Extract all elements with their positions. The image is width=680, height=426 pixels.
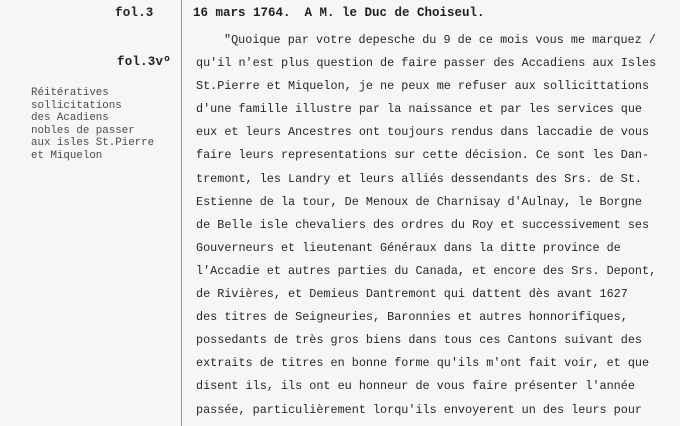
body-line: Estienne de la tour, De Menoux de Charnisay d'Aulnay, le Borgne <box>196 194 642 209</box>
margin-note-line: et Miquelon <box>31 149 103 162</box>
body-line: des titres de Seigneuries, Baronnies et autres honnorifiques, <box>196 310 628 325</box>
margin-note <box>31 87 171 163</box>
body-line: de Rivières, et Demieus Dantremont qui dattent dès avant 1627 <box>196 287 628 302</box>
body-line: Gouverneurs et lieutenant Généraux dans la ditte province de <box>196 240 621 255</box>
body-line: passée, particulièrement lorqu'ils envoyerent un des leurs pour <box>196 402 642 417</box>
body-line: de Belle isle chevaliers des ordres du Roy et successivement ses <box>196 217 650 232</box>
margin-note-line: des Acadiens <box>31 112 109 125</box>
letter-header <box>193 6 499 20</box>
body-line: disent ils, ils ont eu honneur de vous faire présenter l'année <box>196 379 635 394</box>
body-line: tremont, les Landry et leurs alliés dessendants des Srs. de St. <box>196 171 642 186</box>
letter-date: 16 mars 1764. <box>193 6 291 20</box>
folio-label: fol.3vº <box>117 55 171 69</box>
margin-note-line: Réitératives <box>31 87 109 99</box>
margin-note-line: sollicitations <box>31 99 122 112</box>
margin-note-line: aux isles St.Pierre <box>31 137 155 150</box>
body-line: "Quoique par votre depesche du 9 de ce mois vous me marquez / <box>224 33 656 47</box>
letter-recipient: A M. le Duc de Choiseul. <box>304 6 485 20</box>
margin-rule <box>181 0 182 426</box>
body-line: eux et leurs Ancestres ont toujours rendus dans laccadie de vous <box>196 125 650 140</box>
body-line: St.Pierre et Miquelon, je ne peux me refuser aux sollicittations <box>196 79 650 94</box>
body-line: faire leurs representations sur cette décision. Ce sont les Dan- <box>196 148 650 163</box>
body-line: d'une famille illustre par la naissance et par les services que <box>196 102 642 117</box>
letter-body <box>196 29 674 422</box>
body-line: extraits de titres en bonne forme qu'ils m'ont fait voir, et que <box>196 356 650 371</box>
body-line: possedants de très gros biens dans tous ces Cantons suivant des <box>196 333 642 348</box>
body-line: qu'il n'est plus question de faire passer des Accadiens aux Isles <box>196 56 657 71</box>
margin-note-line: nobles de passer <box>31 124 135 137</box>
body-line: l'Accadie et autres parties du Canada, et encore des Srs. Depont, <box>196 263 657 278</box>
folio-label: fol.3 <box>115 6 154 20</box>
